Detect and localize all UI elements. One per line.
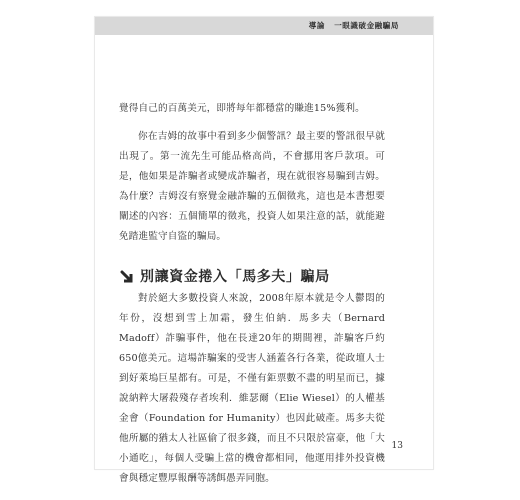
section-heading-text: 別讓資金捲入「馬多夫」騙局 — [140, 269, 330, 285]
running-header-text — [309, 20, 399, 31]
running-header — [95, 17, 433, 35]
paragraph-intro: 覺得自己的百萬美元，即將每年都穩當的賺進15%獲利。 — [119, 103, 365, 114]
paragraph-warning-signs: 你在吉姆的故事中看到多少個警訊？最主要的警訊很早就出現了。第一流先生可能品格高尚，不會挪用客戶款項。可是，他如果是詐騙者或變成詐騙者，現在就很容易騙到吉姆。為什麼？吉姆沒有察覺金融詐騙的五個徵兆，這也是本書想要闡述的內容：五個簡單的徵兆，投資人如果注意的話，就能避免踏進監守自盜的騙局。 — [119, 131, 385, 242]
section-heading — [119, 265, 385, 289]
header-section-label: 導論 — [308, 21, 325, 30]
page-content — [119, 99, 385, 489]
paragraph-gap — [119, 119, 385, 127]
page-number: 13 — [391, 441, 403, 451]
arrow-down-right-icon — [119, 269, 135, 285]
header-chapter-title: 一眼識破金融騙局 — [334, 21, 399, 30]
paragraph-madoff: 對於絕大多數投資人來說，2008年原本就是令人鬱悶的年份，沒想到雪上加霜，發生伯納．馬多夫（Bernard Madoff）詐騙事件，他在長達20年的期間裡，詐騙客戶約650億美元。這場詐騙案的受害人涵蓋各行各業，從政壇人士到好萊塢巨星都有。可是，不僅有鉅票數不盡的明星而已，據說納粹大屠殺殘存者埃利．維瑟爾（Elie Wiesel）的人權基金會（Foundation for Humanity）也因此破產。馬多夫從他所屬的猶太人社區偷了很多錢，而且不只限於富豪，他「大小通吃」，每個人受騙上當的機會都相同，他運用排外投資機會與穩定豐厚報酬等誘餌愚弄同胞。 — [119, 293, 385, 484]
book-page — [94, 16, 434, 484]
